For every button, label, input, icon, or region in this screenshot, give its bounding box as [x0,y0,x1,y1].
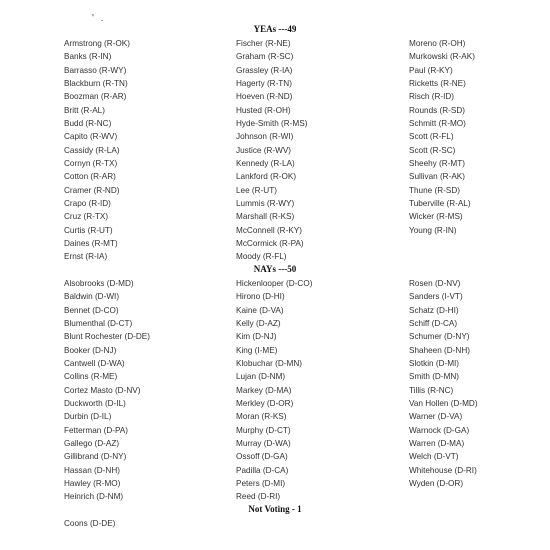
senator-name: Coons (D-DE) [64,519,116,528]
senator-name: Marshall (R-KS) [236,212,295,222]
senator-name: Blackburn (R-TN) [64,78,128,88]
senator-name: Welch (D-VT) [409,452,459,462]
senator-name: Markey (D-MA) [236,385,292,395]
senator-name: McConnell (R-KY) [236,225,302,235]
senator-name: Curtis (R-UT) [64,225,113,235]
senator-name: Gallego (D-AZ) [64,438,120,448]
yeas-column-3 [409,37,550,237]
senator-name: Young (R-IN) [409,225,457,235]
senator-name: Alsobrooks (D-MD) [64,279,134,288]
senator-name: Crapo (R-ID) [64,198,111,208]
senator-name: Durbin (D-IL) [64,412,112,422]
senator-name: Murphy (D-CT) [236,425,291,435]
senator-name: Murray (D-WA) [236,438,291,448]
senator-name: Graham (R-SC) [236,52,294,62]
senator-name: Kaine (D-VA) [236,305,284,315]
senator-name: Risch (R-ID) [409,92,455,102]
senator-name: Schmitt (R-MO) [409,118,466,128]
senator-name: Lankford (R-OK) [236,172,297,182]
senator-name: Schumer (D-NY) [409,332,470,342]
senator-name: Reed (D-RI) [236,492,281,502]
senator-name: Cassidy (R-LA) [64,145,120,155]
senator-name: Rosen (D-NV) [409,279,461,288]
senator-name: Rounds (R-SD) [409,105,465,115]
senator-name: Capito (R-WV) [64,132,118,142]
senator-name: Scott (R-SC) [409,145,456,155]
senator-name: Hagerty (R-TN) [236,78,292,88]
nays-column-2 [236,277,406,504]
senator-name: Lummis (R-WY) [236,198,295,208]
senator-name: Schiff (D-CA) [409,318,458,328]
senator-name: Hoeven (R-ND) [236,92,293,102]
senator-name: Smith (D-MN) [409,372,460,382]
senator-name: Van Hollen (D-MD) [409,398,478,408]
senator-name: Murkowski (R-AK) [409,52,475,62]
senator-name: Kennedy (R-LA) [236,158,295,168]
senator-name: Heinrich (D-NM) [64,492,124,502]
senator-name: Lujan (D-NM) [236,372,286,382]
nays-column-1 [64,277,234,504]
senator-name: Daines (R-MT) [64,238,118,248]
senator-name: Paul (R-KY) [409,65,453,75]
senator-name: Cortez Masto (D-NV) [64,385,141,395]
senator-name: Warner (D-VA) [409,412,463,422]
senator-name: Ossoff (D-GA) [236,452,288,462]
nays-heading: NAYs ---50 [253,264,297,274]
senator-name: Duckworth (D-IL) [64,398,126,408]
senator-name: Cantwell (D-WA) [64,358,125,368]
senator-name: Ernst (R-IA) [64,252,108,262]
senator-name: Wyden (D-OR) [409,478,464,488]
yeas-column-2 [236,37,406,264]
not-voting-list [64,517,115,530]
senator-name: Johnson (R-WI) [236,132,294,142]
senator-name: Lee (R-UT) [236,185,277,195]
senator-name: Budd (R-NC) [64,118,112,128]
senator-name: Merkley (D-OR) [236,398,294,408]
yeas-column-1 [64,37,234,264]
senator-name: Hawley (R-MO) [64,478,121,488]
senator-name: Banks (R-IN) [64,52,112,62]
senator-name: Padilla (D-CA) [236,465,289,475]
senator-name: Schatz (D-HI) [409,305,459,315]
senator-name: Kim (D-NJ) [236,332,277,342]
senator-name: Blumenthal (D-CT) [64,318,133,328]
senator-name: McCormick (R-PA) [236,238,304,248]
senator-name: Husted (R-OH) [236,105,291,115]
senator-name: Sullivan (R-AK) [409,172,465,182]
senator-name: Klobuchar (D-MN) [236,358,302,368]
senator-name: Hassan (D-NH) [64,465,120,475]
not-voting-heading: Not Voting - 1 [248,504,302,514]
senator-name: Hickenlooper (D-CO) [236,279,313,288]
senator-name: Cramer (R-ND) [64,185,120,195]
nays-column-3 [409,277,550,490]
senator-name: Warren (D-MA) [409,438,465,448]
senator-name: Fischer (R-NE) [236,39,291,48]
yeas-heading: YEAs ---49 [253,24,297,34]
senator-name: Shaheen (D-NH) [409,345,470,355]
senator-name: Scott (R-FL) [409,132,454,142]
senator-name: Wicker (R-MS) [409,212,463,222]
senator-name: Hyde-Smith (R-MS) [236,118,308,128]
senator-name: Gillibrand (D-NY) [64,452,127,462]
senator-name: Fetterman (D-PA) [64,425,128,435]
senator-name: Blunt Rochester (D-DE) [64,332,150,342]
senator-name: Cotton (R-AR) [64,172,116,182]
senator-name: Cruz (R-TX) [64,212,109,222]
senator-name: Tuberville (R-AL) [409,198,471,208]
senator-name: Slotkin (D-MI) [409,358,460,368]
senator-name: Grassley (R-IA) [236,65,293,75]
senator-name: Moreno (R-OH) [409,39,466,48]
senator-name: Moody (R-FL) [236,252,287,262]
senator-name: Hirono (D-HI) [236,292,285,302]
senator-name: Bennet (D-CO) [64,305,119,315]
senator-name: Kelly (D-AZ) [236,318,281,328]
senator-name: Whitehouse (D-RI) [409,465,477,475]
senator-name: Sanders (I-VT) [409,292,463,302]
senator-name: Sheehy (R-MT) [409,158,465,168]
senator-name: Ricketts (R-NE) [409,78,466,88]
senator-name: King (I-ME) [236,345,278,355]
senator-name: Cornyn (R-TX) [64,158,118,168]
senator-name: Collins (R-ME) [64,372,118,382]
senator-name: Barrasso (R-WY) [64,65,127,75]
senator-name: Peters (D-MI) [236,478,286,488]
senator-name: Britt (R-AL) [64,105,105,115]
senator-name: Justice (R-WV) [236,145,292,155]
senator-name: Armstrong (R-OK) [64,39,130,48]
senator-name: Thune (R-SD) [409,185,460,195]
senator-name: Booker (D-NJ) [64,345,117,355]
senator-name: Baldwin (D-WI) [64,292,120,302]
senator-name: Moran (R-KS) [236,412,287,422]
senator-name: Boozman (R-AR) [64,92,127,102]
senator-name: Tillis (R-NC) [409,385,454,395]
senator-name: Warnock (D-GA) [409,425,470,435]
top-text-fragment: ' . [92,13,106,24]
